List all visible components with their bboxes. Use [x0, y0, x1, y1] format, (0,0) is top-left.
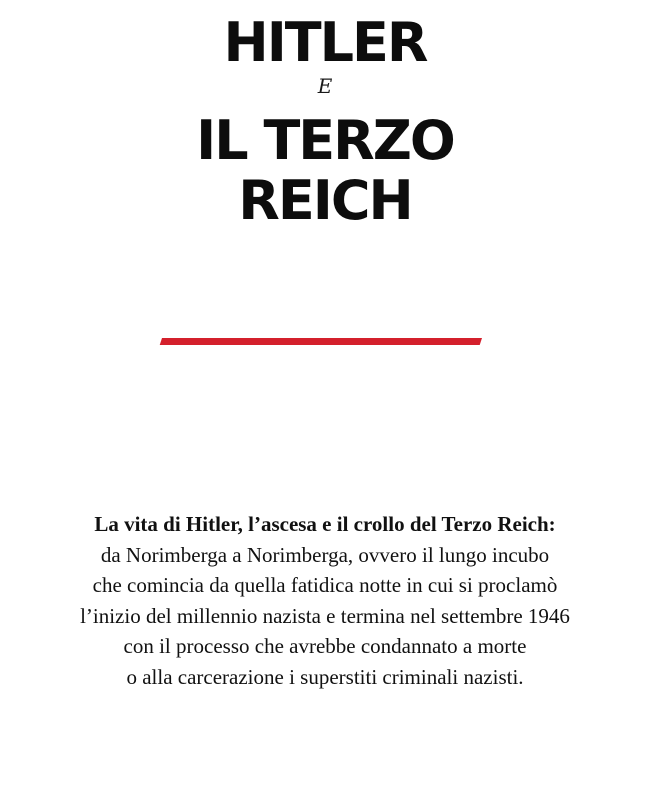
blurb-line: da Norimberga a Norimberga, ovvero il lungo incubo [100, 542, 550, 567]
title-line-hitler: HITLER [223, 11, 427, 74]
description-blurb [0, 509, 650, 692]
title-line-il-terzo: IL TERZO [196, 109, 454, 172]
blurb-line: che comincia da quella fatidica notte in cui si proclamò [92, 573, 558, 597]
blurb-line: con il processo che avrebbe condannato a morte [123, 634, 527, 658]
blurb-line: o alla carcerazione i superstiti criminali nazisti. [126, 664, 524, 689]
blurb-line: l’inizio del millennio nazista e termina nel settembre 1946 [80, 603, 570, 628]
red-divider-rule [160, 338, 482, 345]
title-conjunction: E [317, 74, 333, 98]
blurb-lead-sentence: La vita di Hitler, l’ascesa e il crollo del Terzo Reich: [94, 512, 556, 536]
title-line-reich: REICH [238, 169, 412, 232]
